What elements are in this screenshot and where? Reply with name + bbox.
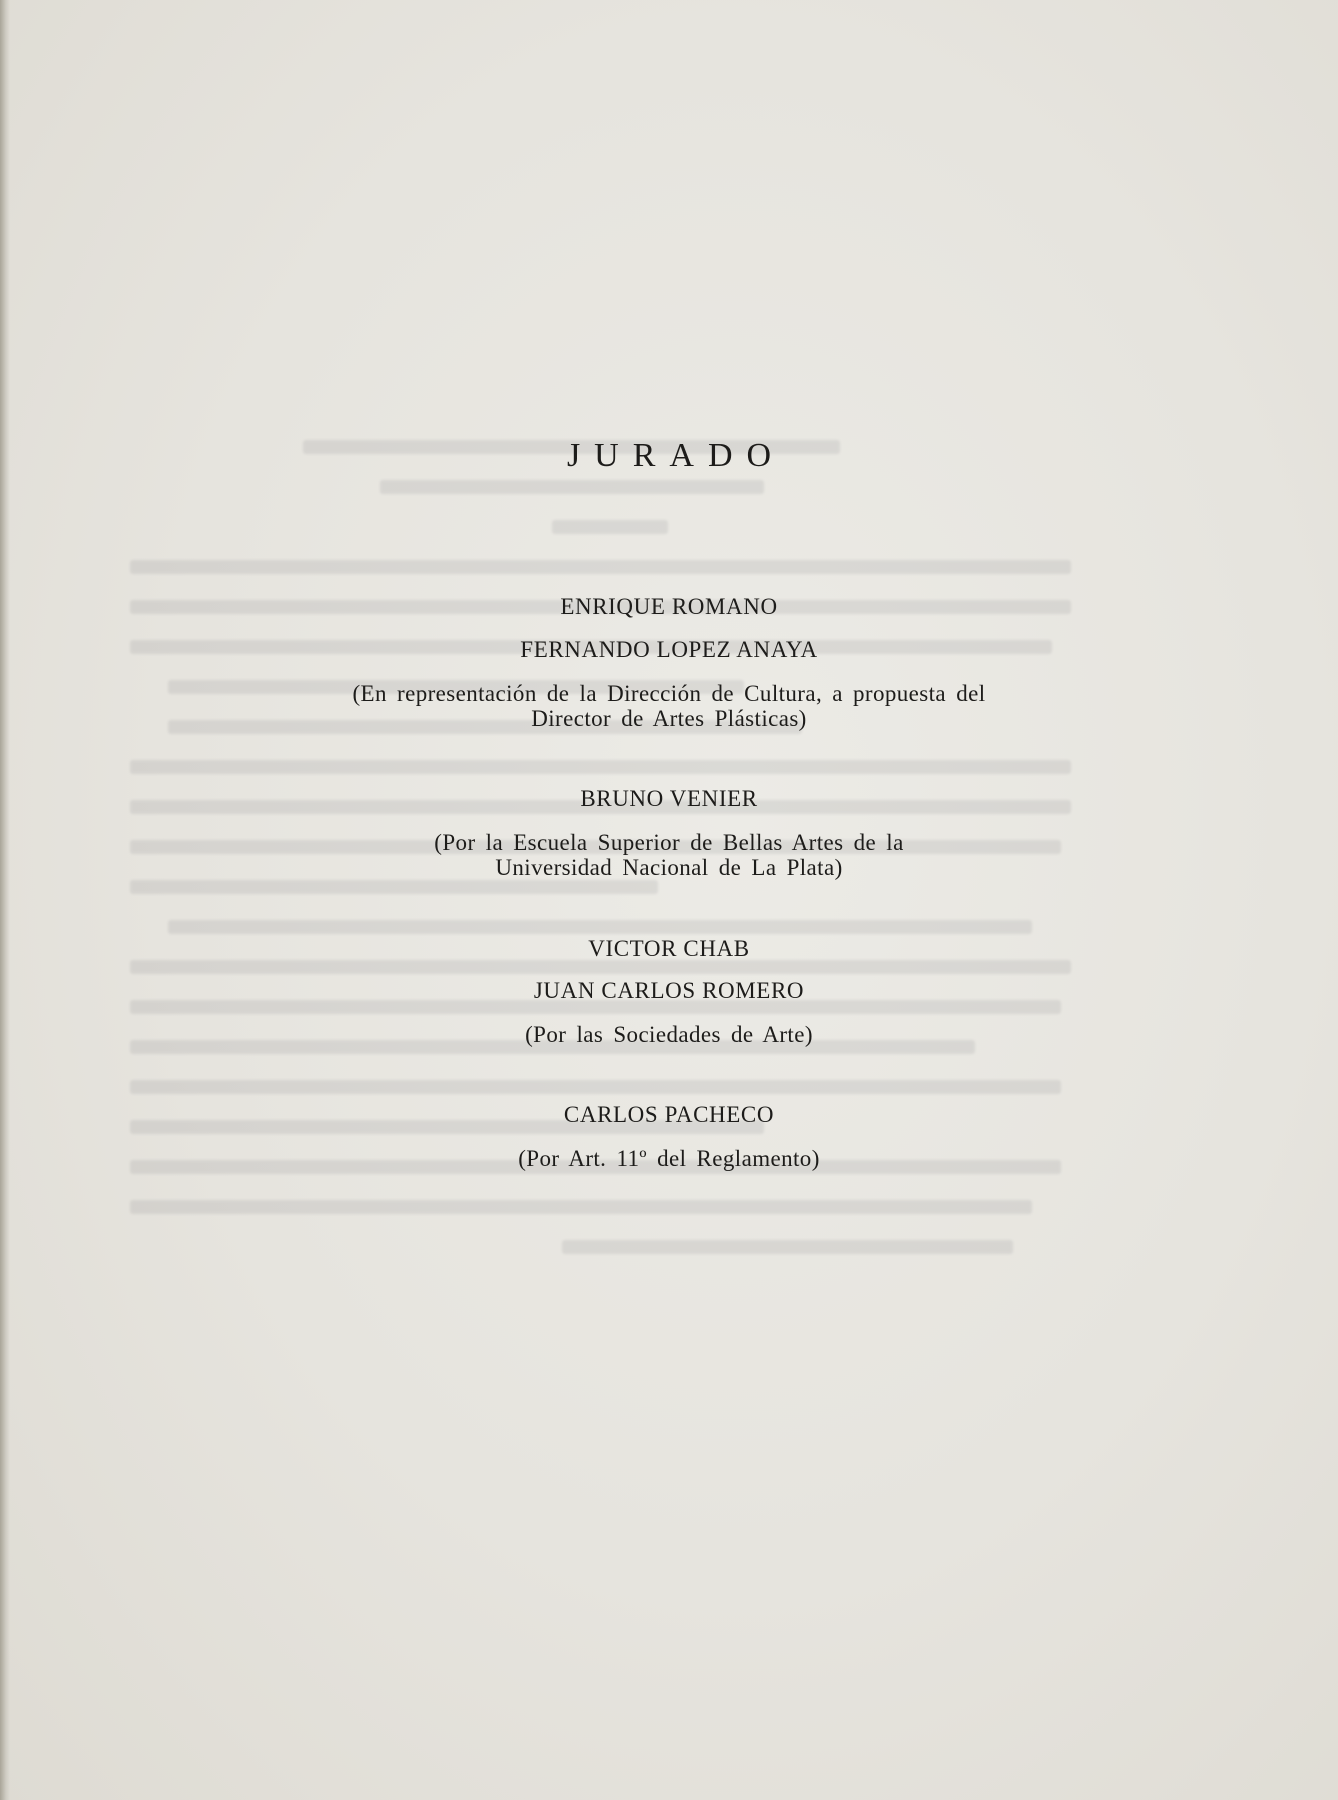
representation-note	[0, 830, 1338, 880]
representation-note: (Por las Sociedades de Arte)	[525, 1022, 813, 1047]
jury-member: CARLOS PACHECO	[563, 1102, 775, 1127]
representation-note	[0, 681, 1338, 731]
jury-member: FERNANDO LOPEZ ANAYA	[520, 637, 818, 662]
note-line: (En representación de la Dirección de Cultura, a propuesta del	[352, 681, 986, 706]
jury-member: JUAN CARLOS ROMERO	[533, 978, 805, 1003]
show-through-text	[130, 440, 1090, 1370]
jury-member: VICTOR CHAB	[588, 936, 750, 961]
note-line: (Por la Escuela Superior de Bellas Artes de la	[434, 830, 904, 855]
note-line: Director de Artes Plásticas)	[531, 706, 807, 731]
page-edge-shadow	[0, 0, 10, 1800]
note-line: Universidad Nacional de La Plata)	[495, 855, 843, 880]
jury-member: BRUNO VENIER	[580, 786, 758, 811]
page-title: JURADO	[566, 437, 786, 474]
jury-member: ENRIQUE ROMANO	[560, 594, 778, 619]
representation-note: (Por Art. 11º del Reglamento)	[518, 1146, 820, 1171]
